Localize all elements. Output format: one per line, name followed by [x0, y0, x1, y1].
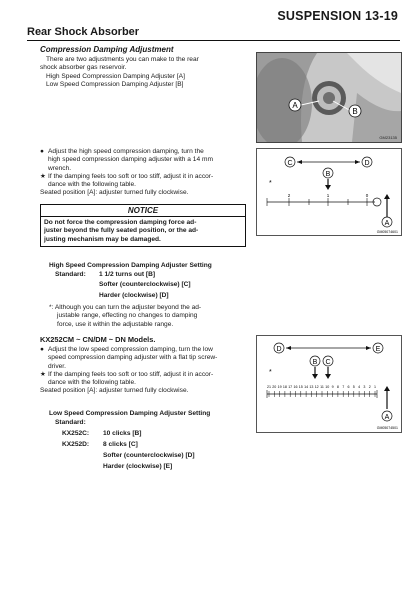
low-speed-instructions [40, 346, 248, 396]
high-speed-instructions [40, 148, 248, 198]
section-title: Rear Shock Absorber [27, 26, 140, 38]
scale-number: 11 [320, 385, 324, 389]
label-b: B [325, 171, 331, 178]
scale-number: 2 [368, 385, 371, 389]
label-c: C [325, 359, 331, 366]
text-line: driver. [48, 362, 66, 370]
text-line: juster beyond the fully seated position, or the ad- [44, 227, 199, 235]
intro-line: Low Speed Compression Damping Adjuster [B] [46, 80, 184, 88]
label-d: D [276, 346, 282, 353]
text-line: force, use it within the adjustable range. [57, 320, 174, 328]
scale-number: 4 [358, 385, 361, 389]
label-c: C [287, 160, 293, 167]
header-rule [27, 40, 400, 41]
scale-number: 16 [293, 385, 298, 389]
softer-setting: Softer (counterclockwise) [D] [103, 452, 195, 459]
text-line: Do not force the compression damping force ad- [44, 219, 197, 226]
click-scale [267, 385, 376, 389]
scale-number: 5 [352, 385, 355, 389]
text-line: high speed compression damping adjuster with a 14 mm [48, 156, 213, 164]
text-line: If the damping feels too soft or too stiff, adjust it in accor- [48, 172, 214, 180]
text-line: dance with the following table. [48, 181, 136, 189]
text-line: wrench. [48, 164, 72, 172]
standard-value: 1 1/2 turns out [B] [99, 271, 156, 278]
label-a: A [384, 414, 390, 421]
text-line: justable range, effecting no changes to damping [57, 312, 198, 320]
figure-code: GM23135 [379, 135, 397, 140]
scale-number: 10 [325, 385, 330, 389]
text-line: If the damping feels too soft or too stiff, adjust it in accor- [48, 370, 214, 378]
bullet-star: ★ [40, 172, 46, 180]
label-a: A [292, 101, 298, 110]
text-line: dance with the following table. [48, 379, 136, 387]
scale-ticks [269, 391, 375, 397]
figure-code: GM05074501 [376, 426, 398, 430]
text-line: justing mechanism may be damaged. [44, 235, 161, 243]
subsection-title: Compression Damping Adjustment [40, 45, 174, 54]
adjuster-scale-svg [257, 149, 401, 235]
bullet-dot: ● [40, 148, 44, 155]
intro-line: shock absorber gas reservoir. [40, 64, 127, 72]
scale-number: 6 [347, 385, 350, 389]
standard-label: Standard: [55, 271, 86, 278]
scale-number: 3 [363, 385, 366, 389]
notice-title: NOTICE [41, 205, 245, 217]
shock-absorber-photo [256, 52, 402, 143]
scale-number: 18 [282, 385, 287, 389]
model-range: KX252CM ~ CN/DM ~ DN Models. [40, 335, 156, 344]
tick-label: 2 [287, 193, 291, 198]
scale-number: 12 [314, 385, 319, 389]
high-speed-table-title: High Speed Compression Damping Adjuster Setting [49, 262, 212, 269]
kx252c-label: KX252C: [62, 430, 90, 437]
label-e: E [375, 346, 381, 353]
label-d: D [364, 160, 370, 167]
bullet-dot: ● [40, 346, 44, 353]
standard-label: Standard: [55, 419, 86, 426]
instruction-bullet [40, 173, 248, 190]
low-speed-table-title: Low Speed Compression Damping Adjuster Setting [49, 410, 211, 417]
text-line: *: Although you can turn the adjuster beyond the ad- [49, 304, 202, 311]
label-b: B [312, 359, 318, 366]
scale-number: 15 [298, 385, 303, 389]
notice-box [40, 204, 246, 247]
seated-position: Seated position [A]: adjuster turned fully clockwise. [40, 189, 189, 197]
kx252d-label: KX252D: [62, 441, 90, 448]
text-line: Adjust the high speed compression damping, turn the [48, 148, 204, 155]
softer-setting: Softer (counterclockwise) [C] [99, 281, 191, 288]
figure-code: GM05074601 [376, 230, 398, 234]
footnote [49, 304, 249, 329]
scale-number: 7 [342, 385, 345, 389]
harder-setting: Harder (clockwise) [E] [103, 463, 173, 470]
scale-number: 19 [277, 385, 282, 389]
scale-number: 20 [272, 385, 277, 389]
text-line: Adjust the low speed compression damping, turn the low [48, 346, 213, 353]
instruction-bullet [40, 148, 248, 173]
scale-number: 1 [374, 385, 376, 389]
low-speed-adjuster-diagram [256, 335, 402, 433]
scale-number: 21 [267, 385, 271, 389]
intro-line: There are two adjustments you can make to the rear [46, 56, 199, 63]
chapter-title: SUSPENSION 13-19 [277, 9, 398, 23]
star-mark: * [269, 369, 272, 376]
kx252c-value: 10 clicks [B] [103, 430, 142, 437]
harder-setting: Harder (clockwise) [D] [99, 292, 169, 299]
scale-number: 17 [288, 385, 293, 389]
scale-number: 13 [309, 385, 314, 389]
high-speed-adjuster-diagram [256, 148, 402, 236]
star-mark: * [269, 180, 272, 187]
tick-label: 1 [326, 193, 330, 198]
notice-text [41, 217, 245, 246]
label-a: A [384, 220, 390, 227]
scale-number: 8 [336, 385, 339, 389]
tick-label: 0 [365, 193, 369, 198]
adjuster-scale-svg [257, 336, 401, 432]
bullet-star: ★ [40, 370, 46, 378]
instruction-bullet [40, 346, 248, 371]
scale-number: 14 [304, 385, 309, 389]
scale-number: 9 [331, 385, 334, 389]
photo-illustration [257, 53, 401, 142]
kx252d-value: 8 clicks [C] [103, 441, 138, 448]
intro-line: High Speed Compression Damping Adjuster [A] [46, 72, 185, 80]
instruction-bullet [40, 371, 248, 388]
text-line: speed compression damping adjuster with a flat tip screw- [48, 354, 218, 362]
label-b: B [352, 107, 358, 116]
seated-position: Seated position [A]: adjuster turned fully clockwise. [40, 387, 189, 395]
intro-text [40, 56, 248, 89]
